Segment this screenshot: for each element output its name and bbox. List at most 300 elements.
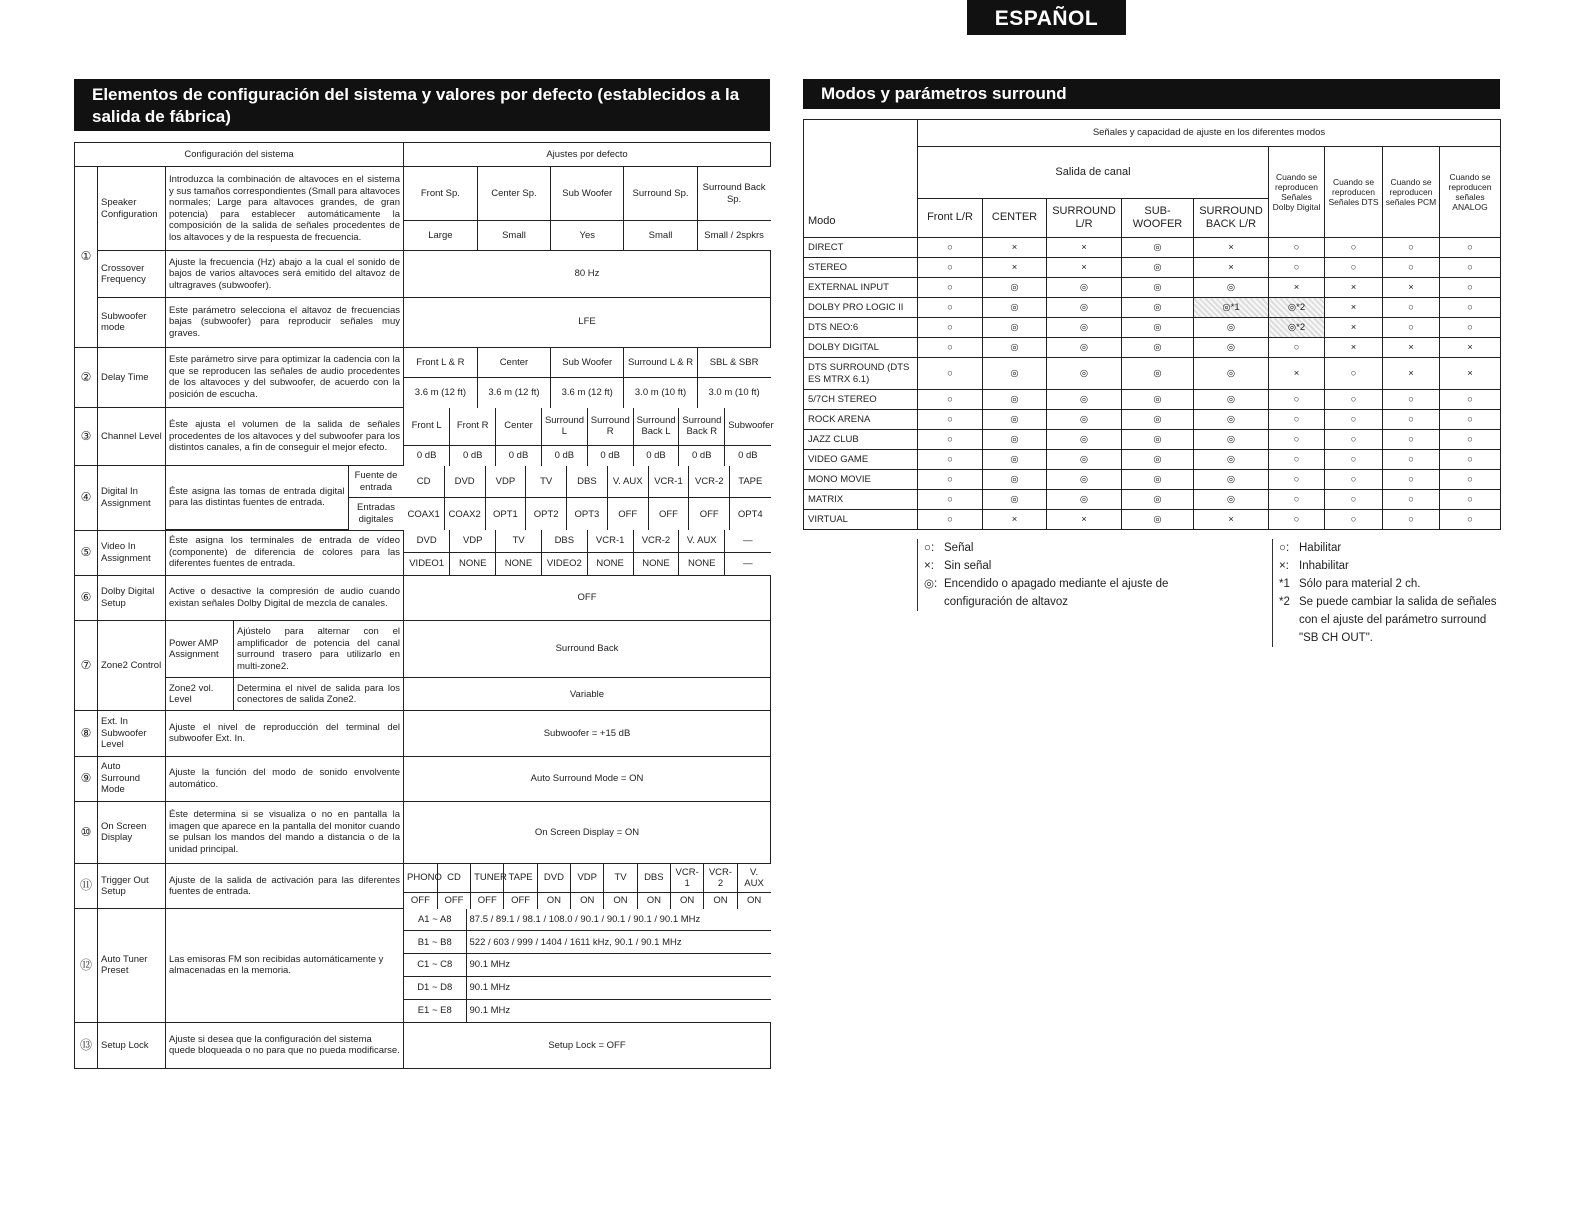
setting-description: Active o desactive la compresión de audio cuando existan señales Dolby Digital de mezcla de canales. <box>166 575 404 620</box>
legend-item <box>924 575 1217 611</box>
mode-name: VIRTUAL <box>804 510 918 530</box>
table-cell: Center <box>496 408 542 446</box>
table-cell: × <box>983 258 1047 278</box>
table-cell: 87.5 / 89.1 / 98.1 / 108.0 / 90.1 / 90.1 / 90.1 / 90.1 MHz <box>466 909 771 931</box>
table-cell: PHONO <box>404 864 437 893</box>
table-cell: ON <box>537 893 570 909</box>
setting-name: Video In Assignment <box>98 530 166 575</box>
table-cell: ◎ <box>1047 278 1122 298</box>
setting-description: Ajústelo para alternar con el amplificador de potencia del canal surround trasero para utilizarlo en multi-zone2. <box>234 620 404 677</box>
channel-col-head: SURROUND BACK L/R <box>1194 199 1269 238</box>
table-cell: × <box>1269 358 1325 390</box>
legend-symbol: ○: <box>1279 542 1290 554</box>
table-cell: V. AUX <box>737 864 770 893</box>
table-cell: ◎ <box>983 390 1047 410</box>
table-cell: Small / 2spkrs <box>697 221 770 251</box>
table-cell: ◎ <box>1122 410 1194 430</box>
table-cell: — <box>725 552 771 574</box>
table-cell: ○ <box>1269 258 1325 278</box>
table-cell: ○ <box>1269 470 1325 490</box>
table-cell: E1 ~ E8 <box>404 1000 466 1022</box>
table-cell: ○ <box>1383 318 1440 338</box>
table-cell: ○ <box>1269 430 1325 450</box>
table-cell: ○ <box>1440 238 1501 258</box>
table-cell: ○ <box>1383 238 1440 258</box>
table-cell: ○ <box>918 298 983 318</box>
system-setup-table <box>74 142 774 1069</box>
table-cell: ◎ <box>1194 410 1269 430</box>
play-col-head: Cuando se reproducen señales ANALOG <box>1440 147 1501 238</box>
setting-name: Trigger Out Setup <box>98 864 166 909</box>
table-cell: ○ <box>1440 390 1501 410</box>
table-cell: ○ <box>1269 490 1325 510</box>
legend-symbol: *2 <box>1279 596 1290 608</box>
setting-name: Speaker Configuration <box>98 167 166 251</box>
table-cell: COAX1 <box>404 498 445 530</box>
legend-text: Se puede cambiar la salida de señales con el ajuste del parámetro surround "SB CH OUT". <box>1299 596 1497 644</box>
table-cell: 0 dB <box>404 445 450 466</box>
table-cell: ◎ <box>983 470 1047 490</box>
default-value: LFE <box>404 297 771 347</box>
default-value: Setup Lock = OFF <box>404 1022 771 1068</box>
legend-text: Sin señal <box>944 560 992 572</box>
table-cell: ○ <box>1383 510 1440 530</box>
table-cell: × <box>1440 358 1501 390</box>
setting-name: Dolby Digital Setup <box>98 575 166 620</box>
left-section-title: Elementos de configuración del sistema y valores por defecto (establecidos a la salida de fábrica) <box>74 79 770 131</box>
table-cell: Sub Woofer <box>551 167 624 221</box>
table-cell: VCR-1 <box>587 530 633 552</box>
table-cell: NONE <box>496 552 542 574</box>
table-cell: ◎ <box>1122 238 1194 258</box>
section-number: ③ <box>75 408 98 466</box>
legend-text: Sólo para material 2 ch. <box>1299 578 1421 590</box>
table-cell: × <box>1047 238 1122 258</box>
legend-symbol: ○: <box>924 542 935 554</box>
legend-item <box>1279 557 1500 575</box>
table-cell: ◎ <box>1122 338 1194 358</box>
mode-name: JAZZ CLUB <box>804 430 918 450</box>
setting-description: Ajuste de la salida de activación para las diferentes fuentes de entrada. <box>166 864 404 909</box>
section-number: ⑪ <box>75 864 98 909</box>
table-cell: ○ <box>1325 390 1383 410</box>
setting-description: Introduzca la combinación de altavoces en el sistema y sus tamaños correspondientes (Small para altavoces normales; Large para altavoces grandes, de gran potencia) para establecer automáticamente la composición de la salida de señales procedentes de los altavoces y de la respuesta de frecuencia. <box>166 167 404 251</box>
table-cell: ◎ <box>1047 410 1122 430</box>
channel-col-head: SUB-WOOFER <box>1122 199 1194 238</box>
surround-modes-table <box>803 119 1501 530</box>
table-cell: Surround L & R <box>624 348 697 378</box>
table-cell: ◎ <box>983 318 1047 338</box>
setting-name: Ext. In Subwoofer Level <box>98 711 166 756</box>
mode-name: DOLBY DIGITAL <box>804 338 918 358</box>
table-cell: V. AUX <box>679 530 725 552</box>
table-cell: CD <box>437 864 470 893</box>
legend-item <box>924 557 1217 575</box>
table-cell: × <box>1325 298 1383 318</box>
table-cell: Large <box>404 221 477 251</box>
mode-name: 5/7CH STEREO <box>804 390 918 410</box>
table-cell: ○ <box>1440 278 1501 298</box>
table-cell: Front Sp. <box>404 167 477 221</box>
setting-name: Channel Level <box>98 408 166 466</box>
table-cell: Surround Back R <box>679 408 725 446</box>
table-cell: × <box>1440 338 1501 358</box>
section-number: ⑤ <box>75 530 98 575</box>
table-cell: ○ <box>1440 410 1501 430</box>
table-cell: ON <box>637 893 670 909</box>
channel-head: Salida de canal <box>918 147 1269 199</box>
table-cell: ◎ <box>1122 318 1194 338</box>
default-value: On Screen Display = ON <box>404 801 771 863</box>
default-value: Variable <box>404 678 771 711</box>
table-cell: ◎ <box>1047 390 1122 410</box>
table-cell: ◎ <box>1194 490 1269 510</box>
play-col-head: Cuando se reproducen Señales DTS <box>1325 147 1383 238</box>
table-cell: Center Sp. <box>477 167 550 221</box>
table-cell: ◎ <box>1047 450 1122 470</box>
table-cell: × <box>1383 278 1440 298</box>
table-cell: ○ <box>1383 470 1440 490</box>
table-cell: ◎ <box>1047 318 1122 338</box>
table-cell: ○ <box>1440 470 1501 490</box>
default-value: 80 Hz <box>404 251 771 297</box>
table-cell: ○ <box>1440 298 1501 318</box>
table-cell: D1 ~ D8 <box>404 977 466 1000</box>
table-cell: ◎ <box>983 450 1047 470</box>
table-cell: Small <box>624 221 697 251</box>
table-cell: ◎ <box>1194 390 1269 410</box>
setting-description: Ajuste el nivel de reproducción del terminal del subwoofer Ext. In. <box>166 711 404 756</box>
default-value: Surround Back <box>404 620 771 677</box>
table-cell: DBS <box>637 864 670 893</box>
default-value: Subwoofer = +15 dB <box>404 711 771 756</box>
table-cell: DBS <box>567 466 608 498</box>
table-cell: ◎ <box>983 430 1047 450</box>
table-cell: ◎ <box>1047 490 1122 510</box>
table-cell: × <box>1269 278 1325 298</box>
table-cell: VDP <box>485 466 526 498</box>
table-cell: ○ <box>918 410 983 430</box>
mode-name: MONO MOVIE <box>804 470 918 490</box>
table-cell: ON <box>571 893 604 909</box>
channel-level-values <box>404 408 774 466</box>
table-cell: ○ <box>1325 470 1383 490</box>
legend-symbol: *1 <box>1279 578 1290 590</box>
table-cell: VIDEO1 <box>404 552 450 574</box>
table-cell: Surround Back L <box>633 408 679 446</box>
legend-item <box>1279 539 1500 557</box>
table-cell: ○ <box>1325 450 1383 470</box>
table-cell: 3.0 m (10 ft) <box>624 378 697 408</box>
setting-name: Delay Time <box>98 347 166 407</box>
table-cell: × <box>983 510 1047 530</box>
table-cell: Entradas digitales <box>348 498 404 529</box>
channel-col-head: Front L/R <box>918 199 983 238</box>
table-cell: Small <box>477 221 550 251</box>
table-cell: DVD <box>537 864 570 893</box>
table-cell: ◎ <box>1122 258 1194 278</box>
table-cell: 3.6 m (12 ft) <box>551 378 624 408</box>
table-cell: ○ <box>1325 490 1383 510</box>
channel-col-head: CENTER <box>983 199 1047 238</box>
table-cell: ◎ <box>1194 358 1269 390</box>
table-cell: ◎ <box>983 410 1047 430</box>
table-cell: OPT2 <box>526 498 567 530</box>
default-value: OFF <box>404 575 771 620</box>
speaker-config-values <box>404 167 771 250</box>
setting-name: Zone2 Control <box>98 620 166 710</box>
table-cell: VCR-1 <box>648 466 689 498</box>
table-cell: × <box>1383 358 1440 390</box>
setting-subname: Power AMP Assignment <box>166 620 234 677</box>
table-cell: OFF <box>471 893 504 909</box>
table-cell: ○ <box>1440 430 1501 450</box>
table-cell: 90.1 MHz <box>466 977 771 1000</box>
setting-name: Digital In Assignment <box>98 466 166 530</box>
setting-description: Éste determina si se visualiza o no en pantalla la imagen que aparece en la pantalla del monitor cuando se pulsan los mandos del mando a distancia o de la unidad principal. <box>166 801 404 863</box>
table-cell: Fuente de entrada <box>348 466 404 497</box>
trigger-out-values <box>404 864 771 909</box>
table-cell: ○ <box>1440 510 1501 530</box>
legend-text: Habilitar <box>1299 542 1342 554</box>
table-cell: VDP <box>571 864 604 893</box>
table-cell: ◎ <box>1122 470 1194 490</box>
language-tab: ESPAÑOL <box>967 0 1126 35</box>
setting-subname: Zone2 vol. Level <box>166 678 234 711</box>
section-number: ⑦ <box>75 620 98 710</box>
table-cell: ○ <box>1269 238 1325 258</box>
table-cell: ◎ <box>1047 470 1122 490</box>
table-cell: ◎ <box>1194 430 1269 450</box>
table-cell: OFF <box>648 498 689 530</box>
mode-name: DTS SURROUND (DTS ES MTRX 6.1) <box>804 358 918 390</box>
table-cell: CD <box>404 466 445 498</box>
table-cell: ◎ <box>1122 278 1194 298</box>
table-cell: OFF <box>504 893 537 909</box>
table-cell: 0 dB <box>633 445 679 466</box>
mode-name: EXTERNAL INPUT <box>804 278 918 298</box>
table-cell: — <box>725 530 771 552</box>
table-cell: OFF <box>607 498 648 530</box>
table-cell: × <box>1194 258 1269 278</box>
table-cell: TV <box>526 466 567 498</box>
table-cell: Front L & R <box>404 348 477 378</box>
table-cell: 90.1 MHz <box>466 1000 771 1022</box>
table-cell: ◎ <box>1194 278 1269 298</box>
table-cell: B1 ~ B8 <box>404 931 466 954</box>
section-number: ⑬ <box>75 1022 98 1068</box>
table-cell: ◎ <box>1194 450 1269 470</box>
mode-head: Modo <box>804 120 918 238</box>
table-cell: 90.1 MHz <box>466 954 771 977</box>
legend-item <box>924 539 1217 557</box>
table-cell: × <box>1325 318 1383 338</box>
table-cell: Front L <box>404 408 450 446</box>
table-cell: ◎ <box>1122 430 1194 450</box>
table-cell: DVD <box>444 466 485 498</box>
table-cell: ○ <box>1269 410 1325 430</box>
legend-item <box>1279 593 1500 647</box>
mode-name: VIDEO GAME <box>804 450 918 470</box>
table-cell: Surround Sp. <box>624 167 697 221</box>
section-number: ② <box>75 347 98 407</box>
table-cell: OPT3 <box>567 498 608 530</box>
table-cell: × <box>1194 238 1269 258</box>
table-cell: ○ <box>1383 410 1440 430</box>
table-cell: NONE <box>633 552 679 574</box>
table-cell: ◎ <box>1047 338 1122 358</box>
table-cell: Sub Woofer <box>551 348 624 378</box>
table-cell: 0 dB <box>541 445 587 466</box>
table-cell: ON <box>671 893 704 909</box>
table-cell: OPT4 <box>730 498 771 530</box>
table-cell: ○ <box>918 338 983 358</box>
table-cell: TAPE <box>730 466 771 498</box>
table-cell: ○ <box>1269 338 1325 358</box>
play-col-head: Cuando se reproducen señales PCM <box>1383 147 1440 238</box>
table-cell: ○ <box>1325 510 1383 530</box>
setting-name: On Screen Display <box>98 801 166 863</box>
table-cell: VCR-2 <box>633 530 679 552</box>
table-cell: ◎ <box>1122 450 1194 470</box>
table-cell: ○ <box>918 490 983 510</box>
table-cell: OFF <box>404 893 437 909</box>
table-cell: ○ <box>1440 258 1501 278</box>
table-cell: TV <box>604 864 637 893</box>
table-cell: ○ <box>1383 430 1440 450</box>
section-number: ⑧ <box>75 711 98 756</box>
table-cell: ◎*2 <box>1269 318 1325 338</box>
legend-signals <box>917 539 1217 611</box>
setting-description: Determina el nivel de salida para los conectores de salida Zone2. <box>234 678 404 711</box>
table-cell: TUNER <box>471 864 504 893</box>
table-cell: ○ <box>918 390 983 410</box>
table-cell: × <box>1047 510 1122 530</box>
table-cell: 3.6 m (12 ft) <box>477 378 550 408</box>
table-cell: ○ <box>918 450 983 470</box>
table-cell: ○ <box>1325 238 1383 258</box>
legend-symbol: ×: <box>924 560 934 572</box>
table-cell: ◎ <box>983 490 1047 510</box>
table-cell: TV <box>496 530 542 552</box>
table-cell: ○ <box>1269 510 1325 530</box>
section-number: ④ <box>75 466 98 530</box>
table-cell: × <box>1047 258 1122 278</box>
table-cell: NONE <box>450 552 496 574</box>
table-cell: 0 dB <box>496 445 542 466</box>
video-in-values <box>404 530 771 575</box>
table-cell: ◎ <box>1047 430 1122 450</box>
table-cell: ◎ <box>983 278 1047 298</box>
table-cell: ○ <box>1383 450 1440 470</box>
table-cell: VCR-2 <box>704 864 737 893</box>
table-cell: ○ <box>1325 430 1383 450</box>
table-cell: ON <box>704 893 737 909</box>
table-cell: OPT1 <box>485 498 526 530</box>
table-cell: ON <box>737 893 770 909</box>
table-cell: VDP <box>450 530 496 552</box>
table-cell: COAX2 <box>444 498 485 530</box>
play-col-head: Cuando se reproducen Señales Dolby Digital <box>1269 147 1325 238</box>
table-cell: × <box>1325 278 1383 298</box>
table-cell: ◎ <box>983 298 1047 318</box>
legend-text: Inhabilitar <box>1299 560 1349 572</box>
table-cell: ◎*2 <box>1269 298 1325 318</box>
section-number: ⑥ <box>75 575 98 620</box>
setting-name: Subwoofer mode <box>98 297 166 347</box>
table-cell: ◎ <box>1122 390 1194 410</box>
table-cell: ○ <box>1269 390 1325 410</box>
table-cell: C1 ~ C8 <box>404 954 466 977</box>
legend-symbol: ×: <box>1279 560 1289 572</box>
table-cell: VCR-1 <box>671 864 704 893</box>
section-number: ⑫ <box>75 909 98 1022</box>
table-cell: ◎ <box>1122 490 1194 510</box>
mode-name: DIRECT <box>804 238 918 258</box>
table-cell: ◎ <box>1122 358 1194 390</box>
mode-name: MATRIX <box>804 490 918 510</box>
setting-description: Las emisoras FM son recibidas automáticamente y almacenadas en la memoria. <box>166 909 404 1022</box>
setting-description: Este parámetro sirve para optimizar la cadencia con la que se reproducen las señales de audio procedentes de los altavoces y del subwoofer, de acuerdo con la posición de escucha. <box>166 347 404 407</box>
table-cell: DVD <box>404 530 450 552</box>
table-cell: OFF <box>689 498 730 530</box>
table-cell: ◎*1 <box>1194 298 1269 318</box>
setting-description: Ajuste la frecuencia (Hz) abajo a la cual el sonido de bajos de varios altavoces será emitido del altavoz de ultragraves (subwoofer). <box>166 251 404 297</box>
table-cell: ○ <box>1440 318 1501 338</box>
table-cell: Surround L <box>541 408 587 446</box>
table-cell: ◎ <box>983 338 1047 358</box>
table-cell: ○ <box>918 510 983 530</box>
table-cell: Subwoofer <box>725 408 771 446</box>
table-cell: ○ <box>918 470 983 490</box>
table-cell: ○ <box>1383 390 1440 410</box>
table-cell: ◎ <box>1122 510 1194 530</box>
table-cell: ○ <box>1325 258 1383 278</box>
table-cell: Front R <box>450 408 496 446</box>
table-cell: ○ <box>918 278 983 298</box>
setting-name: Setup Lock <box>98 1022 166 1068</box>
top-head: Señales y capacidad de ajuste en los diferentes modos <box>918 120 1501 147</box>
table-cell: A1 ~ A8 <box>404 909 466 931</box>
table-cell: Surround R <box>587 408 633 446</box>
table-cell: SBL & SBR <box>697 348 770 378</box>
table-cell: ◎ <box>983 358 1047 390</box>
legend-text: Encendido o apagado mediante el ajuste de configuración de altavoz <box>944 578 1169 608</box>
table-cell: ○ <box>1383 258 1440 278</box>
table-cell: ○ <box>918 238 983 258</box>
digital-in-values <box>404 466 771 530</box>
setting-description: Éste ajusta el volumen de la salida de señales procedentes de los altavoces y del subwoofer para los distintos canales, a fin de conseguir el mejor efecto. <box>166 408 404 466</box>
legend-adjust <box>1272 539 1500 647</box>
table-cell: × <box>1194 510 1269 530</box>
table-cell: Center <box>477 348 550 378</box>
table-cell: ◎ <box>1194 470 1269 490</box>
table-cell: V. AUX <box>607 466 648 498</box>
table-cell: ○ <box>1383 298 1440 318</box>
table-cell: VCR-2 <box>689 466 730 498</box>
table-cell: ○ <box>1440 450 1501 470</box>
section-number: ① <box>75 167 98 348</box>
table-cell: ◎ <box>1047 358 1122 390</box>
table-cell: × <box>1325 338 1383 358</box>
table-cell: × <box>1383 338 1440 358</box>
table-cell: NONE <box>587 552 633 574</box>
table-cell: ◎ <box>1194 318 1269 338</box>
table-cell: ○ <box>1383 490 1440 510</box>
col-head-defaults: Ajustes por defecto <box>404 143 771 167</box>
mode-name: DOLBY PRO LOGIC II <box>804 298 918 318</box>
section-number: ⑨ <box>75 756 98 801</box>
